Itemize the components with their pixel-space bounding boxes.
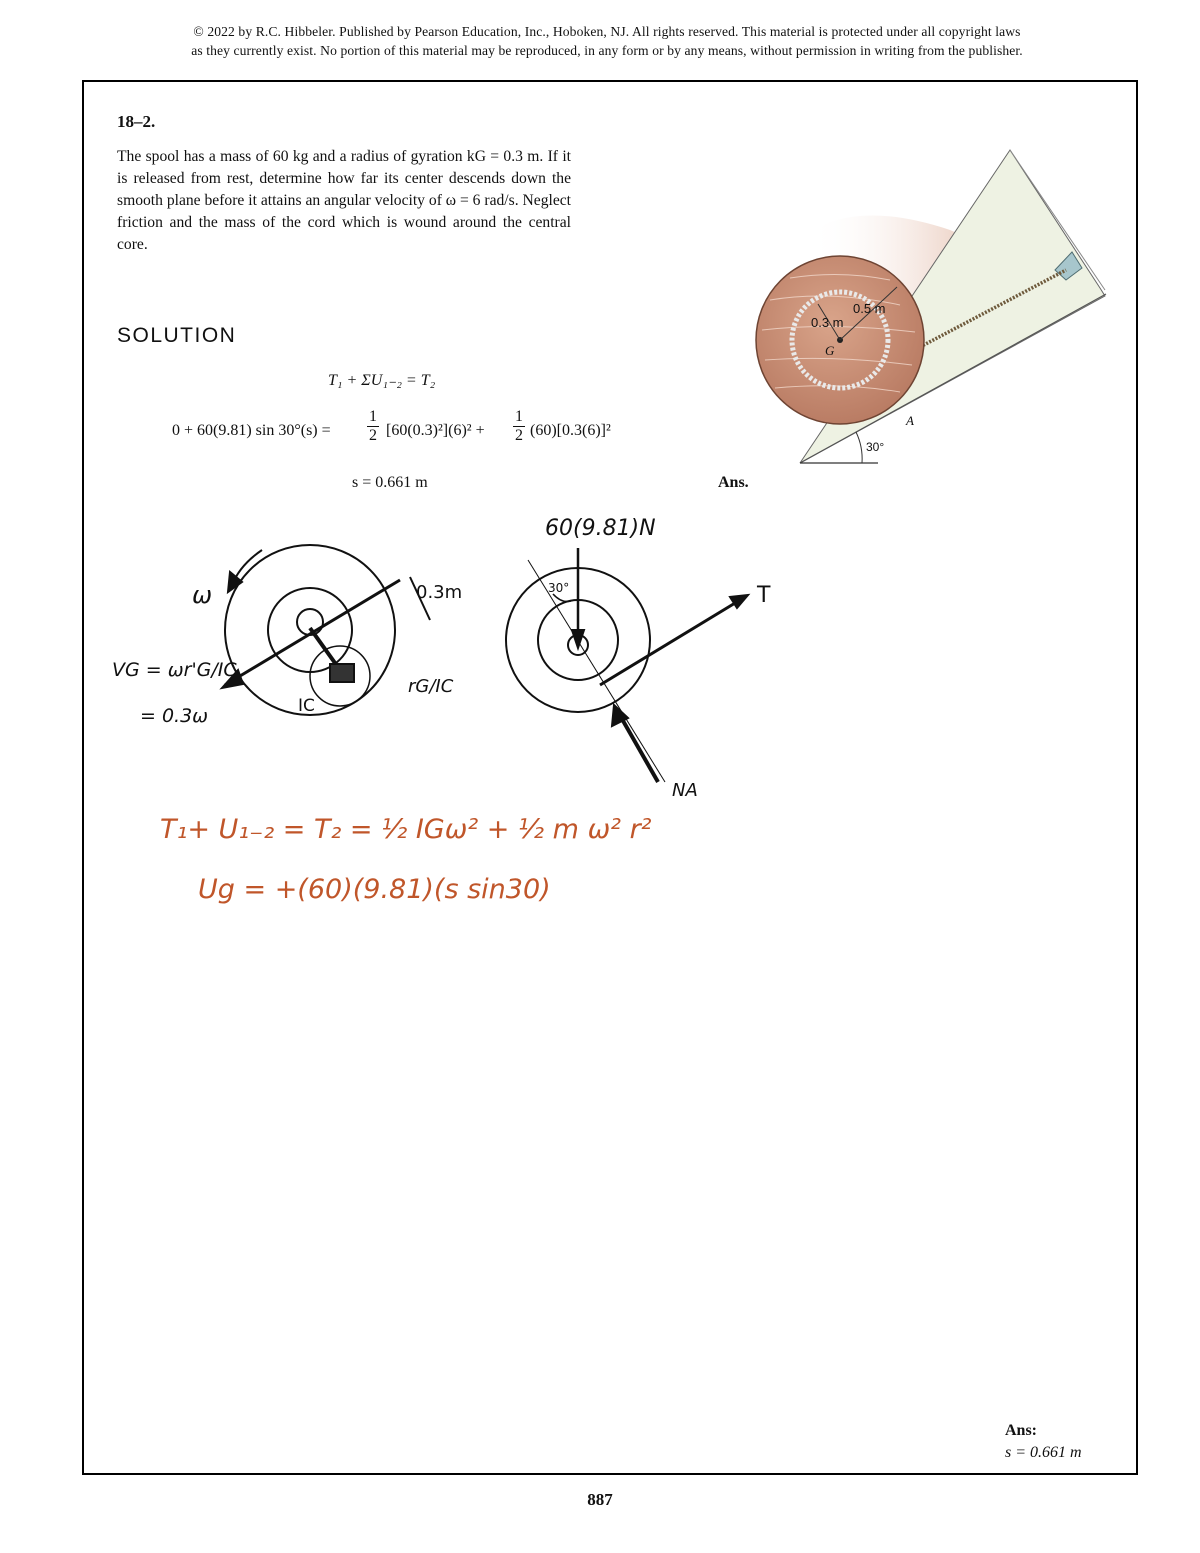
fraction-denominator: 2	[369, 427, 377, 444]
copyright-line-2: as they currently exist. No portion of this material may be reproduced, in any form or by any means, without permission in writing from the publisher.	[191, 43, 1023, 58]
solution-result: s = 0.661 m	[352, 474, 428, 491]
free-body-diagram	[506, 548, 748, 782]
weight-label: 60(9.81)N	[545, 516, 656, 541]
answer-box-label: Ans:	[1005, 1422, 1038, 1439]
kinematics-sketch	[222, 545, 430, 715]
fraction-denominator: 2	[515, 427, 523, 444]
kinematics-labels	[112, 581, 462, 727]
answer-box-value: s = 0.661 m	[1005, 1444, 1082, 1461]
red-notes	[160, 814, 652, 905]
work-equation-left: 0 + 60(9.81) sin 30°(s) =	[172, 422, 331, 439]
inner-radius-label: 0.3 m	[811, 315, 844, 330]
center-label: G	[825, 343, 835, 358]
spool-figure	[756, 150, 1106, 463]
vg-result-label: = 0.3ω	[140, 705, 209, 727]
angle-arc	[856, 432, 862, 463]
work-equation-tail: (60)[0.3(6)]²	[530, 422, 611, 439]
energy-equation: T₁ + ΣU₁₋₂ = T₂	[328, 372, 436, 389]
contact-point-label: A	[906, 413, 914, 428]
outer-radius-label: 0.5 m	[853, 301, 886, 316]
work-equation-middle: [60(0.3)²](6)² +	[386, 422, 485, 439]
red-note-line-1: T₁+ U₁₋₂ = T₂ = ½ IGω² + ½ m ω² r²	[160, 814, 652, 845]
angle-label: 30°	[866, 440, 885, 454]
fraction-numerator: 1	[369, 408, 377, 425]
problem-statement: The spool has a mass of 60 kg and a radius of gyration kG = 0.3 m. If it is released from rest, determine how far its center descends down the smooth plane before it attains an angular velocity of ω = 6 rad/s. Neglect friction and the mass of the cord which is wound around the central core.	[117, 148, 571, 253]
r-gic-label: rG/IC	[408, 676, 454, 697]
problem-number: 18–2.	[117, 112, 156, 131]
tension-vector	[600, 597, 745, 685]
fbd-angle-label: 30°	[548, 581, 570, 595]
answer-label: Ans.	[718, 474, 749, 491]
radius-dimension-label: 0.3m	[416, 582, 463, 603]
normal-vector	[618, 712, 658, 782]
ic-mark	[330, 664, 354, 682]
page-number: 887	[587, 1490, 613, 1509]
fbd-angle-arc	[553, 594, 574, 602]
normal-force-label: NA	[672, 780, 698, 801]
weight-arrowhead	[572, 630, 584, 648]
omega-label: ω	[192, 581, 213, 609]
red-note-line-2: Ug = +(60)(9.81)(s sin30)	[198, 874, 551, 905]
ic-label: IC	[298, 696, 315, 716]
copyright-line-1: © 2022 by R.C. Hibbeler. Published by Pearson Education, Inc., Hoboken, NJ. All rights reserved. This material is protected under all copyright laws	[193, 24, 1021, 39]
answer-box	[1005, 1420, 1082, 1464]
solution-heading: SOLUTION	[117, 324, 237, 347]
fraction-numerator: 1	[515, 408, 523, 425]
tension-label: T	[757, 583, 771, 608]
vg-equation-label: VG = ωr'G/IC	[112, 659, 237, 681]
